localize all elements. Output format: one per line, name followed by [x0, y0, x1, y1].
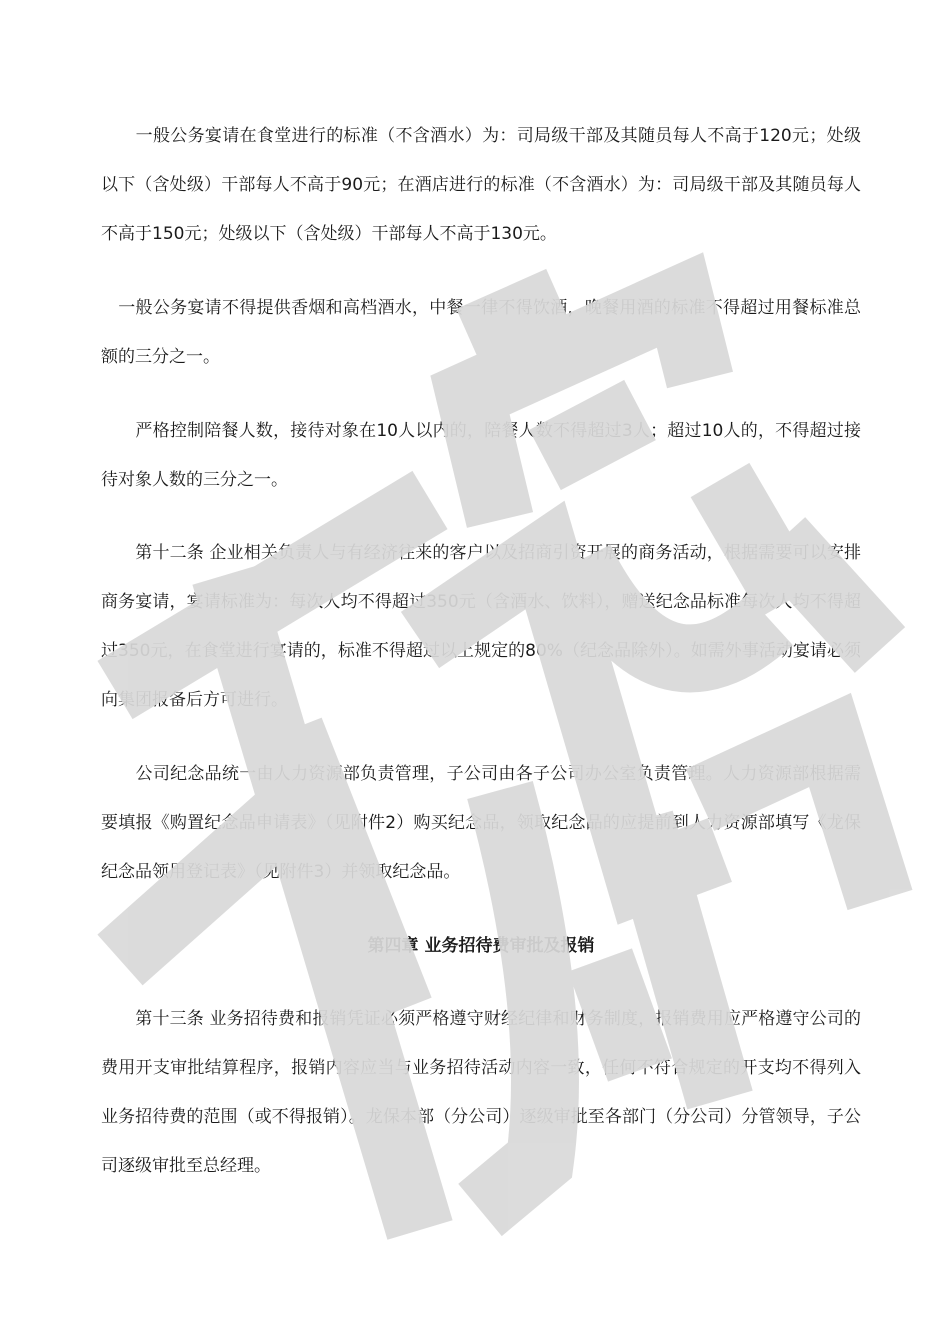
chapter-heading: 第四章 业务招待费审批及报销	[367, 936, 595, 956]
paragraph-banquet-standard: 一般公务宴请在食堂进行的标准（不含酒水）为：司局级干部及其随员每人不高于120元；处级以下（含处级）干部每人不高于90元；在酒店进行的标准（不含酒水）为：司局级干部及其随员每人不高于150元；处级以下（含处级）干部每人不高于130元。	[101, 126, 861, 244]
paragraph-no-cigarettes: 一般公务宴请不得提供香烟和高档酒水，中餐一律不得饮酒，晚餐用酒的标准不得超过用餐标准总额的三分之一。	[101, 298, 861, 367]
paragraph-souvenir-management: 公司纪念品统一由人力资源部负责管理，子公司由各子公司办公室负责管理。人力资源部根据需要填报《购置纪念品申请表》（见附件2）购买纪念品，领取纪念品的应提前到人力资源部填写《龙保纪念品领用登记表》（见附件3）并领取纪念品。	[101, 764, 861, 882]
paragraph-article-12: 第十二条 企业相关负责人与有经济往来的客户以及招商引资开展的商务活动，根据需要可以安排商务宴请，宴请标准为：每次人均不得超过350元（含酒水、饮料），赠送纪念品标准每次人均不得超过350元，在食堂进行宴请的，标准不得超过以上规定的80%（纪念品除外）。如需外事活动宴请必须向集团报备后方可进行。	[101, 543, 861, 710]
paragraph-article-13: 第十三条 业务招待费和报销凭证必须严格遵守财经纪律和财务制度，报销费用应严格遵守公司的费用开支审批结算程序，报销内容应当与业务招待活动内容一致，任何不符合规定的开支均不得列入业务招待费的范围（或不得报销）。龙保本部（分公司）逐级审批至各部门（分公司）分管领导，子公司逐级审批至总经理。	[101, 1009, 861, 1176]
paragraph-accompany-limit: 严格控制陪餐人数，接待对象在10人以内的，陪餐人数不得超过3人；超过10人的，不得超过接待对象人数的三分之一。	[101, 421, 861, 490]
